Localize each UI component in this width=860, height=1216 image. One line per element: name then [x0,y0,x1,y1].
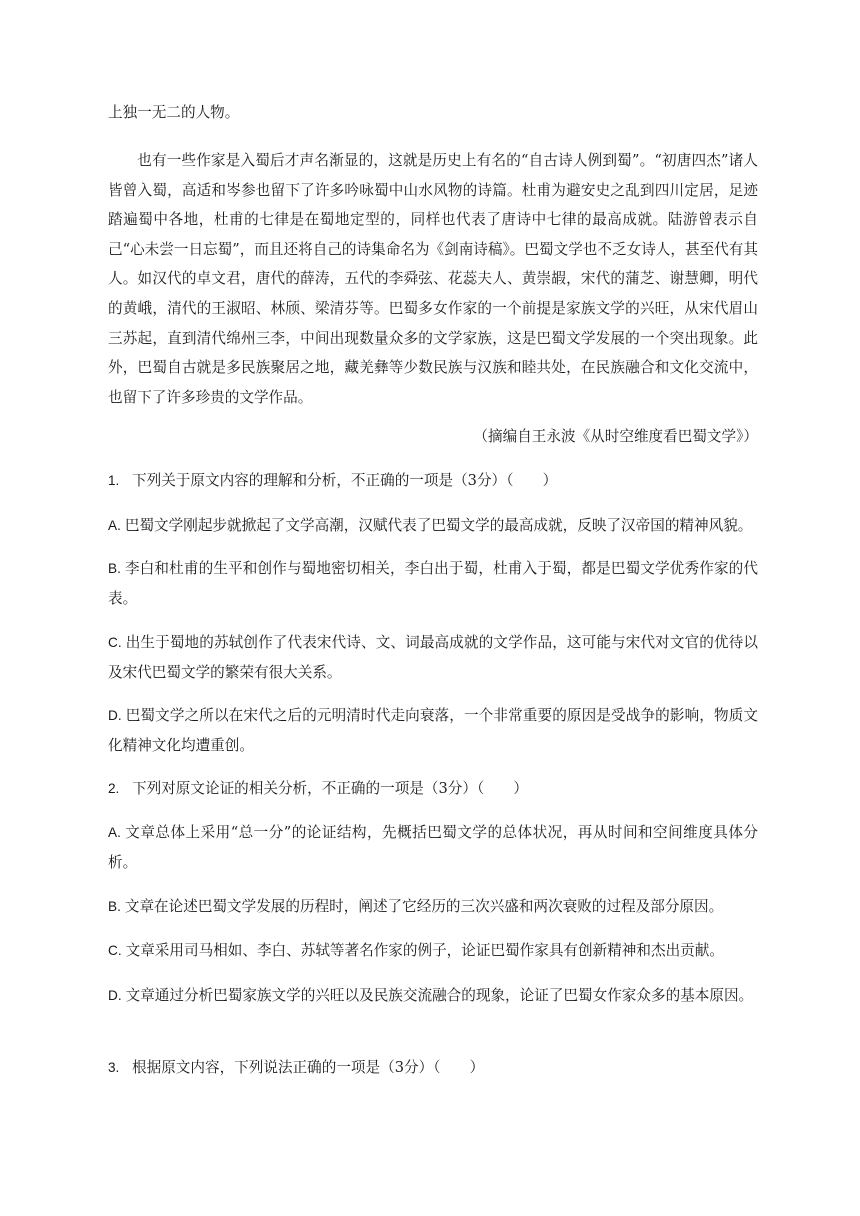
passage-source: （摘编自王永波《从时空维度看巴蜀文学》） [473,428,758,445]
option-text: 文章采用司马相如、李白、苏轼等著名作家的例子，论证巴蜀作家具有创新精神和杰出贡献。 [125,942,724,959]
option-letter: A. [108,518,121,533]
option-letter: B. [108,899,121,914]
option-text: 李白和杜甫的生平和创作与蜀地密切相关，李白出于蜀，杜甫入于蜀，都是巴蜀文学优秀作家的代表。 [108,560,758,607]
option-text: 巴蜀文学之所以在宋代之后的元明清时代走向衰落，一个非常重要的原因是受战争的影响，物质文化精神文化均遭重创。 [108,707,758,754]
question-1-option-a [108,511,758,541]
question-text: 下列对原文论证的相关分析，不正确的一项是（3分）（ ） [132,780,529,797]
question-1-stem [108,466,758,496]
question-2-option-a [108,818,758,877]
option-letter: C. [108,635,122,650]
question-number: 3. [108,1060,120,1075]
option-letter: D. [108,708,122,723]
option-text: 巴蜀文学刚起步就掀起了文学高潮，汉赋代表了巴蜀文学的最高成就，反映了汉帝国的精神风貌。 [124,517,753,534]
question-1-option-d [108,701,758,760]
option-text: 文章总体上采用“总一分”的论证结构，先概括巴蜀文学的总体状况，再从时间和空间维度具体分析。 [108,824,758,871]
option-letter: B. [108,561,121,576]
question-3-stem [108,1053,758,1083]
question-2-option-d [108,981,758,1011]
question-2-option-c [108,936,758,966]
question-1-option-b [108,554,758,613]
question-text: 根据原文内容，下列说法正确的一项是（3分）（ ） [132,1059,485,1076]
option-letter: A. [108,825,121,840]
question-2-option-b [108,892,758,922]
option-letter: C. [108,943,122,958]
question-text: 下列关于原文内容的理解和分析，不正确的一项是（3分）（ ） [132,472,558,489]
option-text: 文章通过分析巴蜀家族文学的兴旺以及民族交流融合的现象，论证了巴蜀女作家众多的基本原因。 [125,987,754,1004]
option-text: 出生于蜀地的苏轼创作了代表宋代诗、文、词最高成就的文学作品，这可能与宋代对文官的优待以及宋代巴蜀文学的繁荣有很大关系。 [108,634,758,681]
passage-intro-end: 上独一无二的人物。 [108,104,240,121]
question-1-option-c [108,628,758,687]
question-number: 1. [108,473,120,488]
passage-paragraph: 也有一些作家是入蜀后才声名渐显的，这就是历史上有名的“自古诗人例到蜀”。“初唐四杰”诸人皆曾入蜀，高适和岑参也留下了许多吟咏蜀中山水风物的诗篇。杜甫为避安史之乱到四川定居，足迹踏遍蜀中各地，杜甫的七律是在蜀地定型的，同样也代表了唐诗中七律的最高成就。陆游曾表示自己“心未尝一日忘蜀”，而且还将自己的诗集命名为《剑南诗稿》。巴蜀文学也不乏女诗人，甚至代有其人。如汉代的卓文君，唐代的薛涛，五代的李舜弦、花蕊夫人、黄崇嘏，宋代的蒲芝、谢慧卿，明代的黄峨，清代的王淑昭、林颀、梁清芬等。巴蜀多女作家的一个前提是家族文学的兴旺，从宋代眉山三苏起，直到清代绵州三李，中间出现数量众多的文学家族，这是巴蜀文学发展的一个突出现象。此外，巴蜀自古就是多民族聚居之地，藏羌彝等少数民族与汉族和睦共处，在民族融合和文化交流中，也留下了许多珍贵的文学作品。 [108,152,758,406]
question-2-stem [108,774,758,804]
option-letter: D. [108,988,122,1003]
option-text: 文章在论述巴蜀文学发展的历程时，阐述了它经历的三次兴盛和两次衰败的过程及部分原因。 [124,898,724,915]
question-number: 2. [108,781,120,796]
